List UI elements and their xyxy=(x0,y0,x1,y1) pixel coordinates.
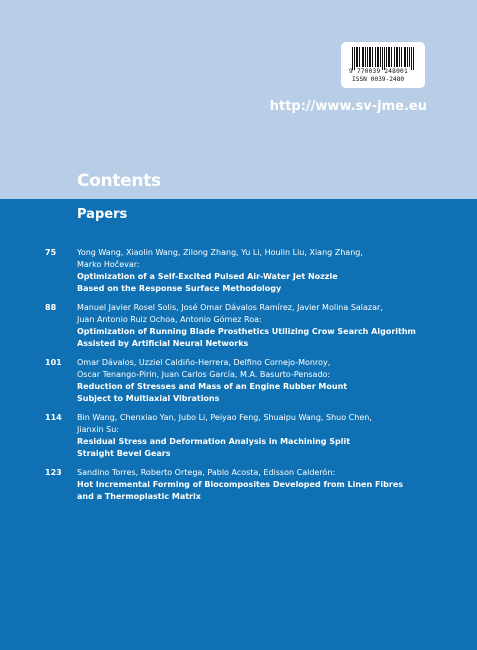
papers-heading: Papers xyxy=(77,207,128,222)
page-number: 75 xyxy=(45,248,57,257)
barcode xyxy=(341,42,425,88)
entry-title[interactable]: Optimization of Running Blade Prosthetics Utilizing Crow Search Algorithm Assisted by Artificial Neural Networks xyxy=(77,327,416,348)
entry-authors: Omar Dávalos, Uzziel Caldiño-Herrera, Delfino Cornejo-Monroy, Oscar Tenango-Pirin, Juan Carlos García, M.A. Basurto-Pensado: xyxy=(77,358,331,379)
toc-entry[interactable] xyxy=(0,247,477,295)
toc-entry[interactable] xyxy=(0,357,477,405)
toc-entry[interactable] xyxy=(0,302,477,350)
entry-authors: Bin Wang, Chenxiao Yan, Jubo Li, Peiyao Feng, Shuaipu Wang, Shuo Chen, Jianxin Su: xyxy=(77,413,372,434)
contents-heading: Contents xyxy=(77,171,161,191)
toc-entry[interactable] xyxy=(0,412,477,460)
entry-authors: Sandino Torres, Roberto Ortega, Pablo Acosta, Edisson Calderón: xyxy=(77,468,336,477)
entry-authors: Manuel Javier Rosel Solis, José Omar Dávalos Ramírez, Javier Molina Salazar, Juan Antonio Ruiz Ochoa, Antonio Gómez Roa: xyxy=(77,303,383,324)
entry-authors: Yong Wang, Xiaolin Wang, Zilong Zhang, Yu Li, Houlin Liu, Xiang Zhang, Marko Hočevar: xyxy=(77,248,363,269)
table-of-contents xyxy=(0,247,477,510)
entry-title[interactable]: Residual Stress and Deformation Analysis in Machining Split Straight Bevel Gears xyxy=(77,437,351,458)
entry-body xyxy=(77,302,457,350)
barcode-bars-icon xyxy=(341,42,425,70)
entry-body xyxy=(77,467,457,503)
barcode-number: 9 770039 248001 xyxy=(349,68,408,75)
issn-label: ISSN 0039-2480 xyxy=(352,76,405,83)
page-number: 114 xyxy=(45,413,62,422)
page-number: 101 xyxy=(45,358,62,367)
website-link[interactable]: http://www.sv-jme.eu xyxy=(269,99,427,114)
entry-body xyxy=(77,412,457,460)
page-number: 88 xyxy=(45,303,57,312)
entry-title[interactable]: Hot Incremental Forming of Biocomposites Developed from Linen Fibres and a Thermoplastic Matrix xyxy=(77,480,404,501)
entry-title[interactable]: Optimization of a Self-Excited Pulsed Air-Water Jet Nozzle Based on the Response Surface Methodology xyxy=(77,272,338,293)
entry-title[interactable]: Reduction of Stresses and Mass of an Engine Rubber Mount Subject to Multiaxial Vibrations xyxy=(77,382,348,403)
entry-body xyxy=(77,247,457,295)
entry-body xyxy=(77,357,457,405)
page-number: 123 xyxy=(45,468,62,477)
toc-entry[interactable] xyxy=(0,467,477,503)
